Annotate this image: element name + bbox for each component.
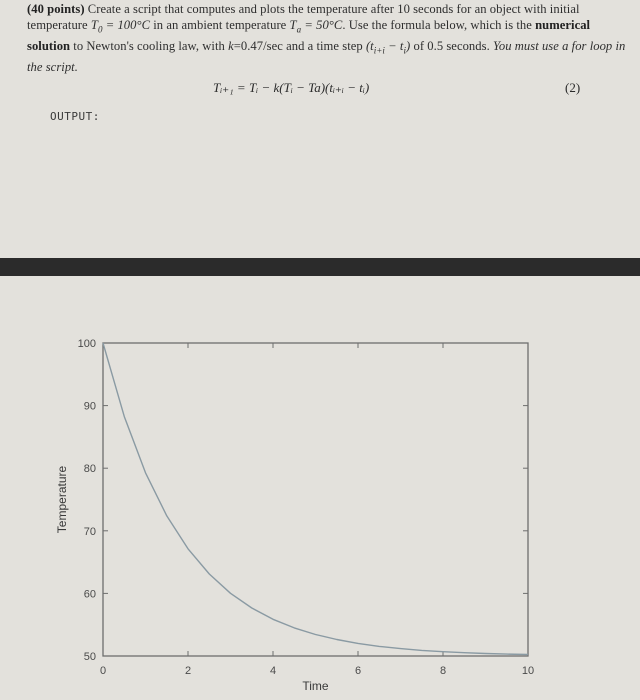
bold-phrase: numerical solution xyxy=(27,18,591,53)
equation-number: (2) xyxy=(565,80,581,95)
plot-frame xyxy=(103,343,528,656)
x-tick-label: 0 xyxy=(99,665,107,677)
time-step-expression: $(t_{i+i} - t_i)$ xyxy=(365,38,411,56)
for-loop-requirement: You must use a for loop in the script. xyxy=(27,38,626,74)
output-label: OUTPUT: xyxy=(50,110,100,123)
temperature-curve xyxy=(103,343,528,655)
points-label: (40 points) xyxy=(27,2,85,16)
t0-symbol: $T_0$ xyxy=(90,18,103,35)
y-tick-label: 80 xyxy=(83,463,96,476)
x-tick-label: 6 xyxy=(354,665,362,677)
ta-symbol: $T_a$ xyxy=(289,18,302,35)
dark-divider-band xyxy=(0,258,640,276)
chart-svg xyxy=(0,276,640,700)
temperature-chart xyxy=(0,276,640,700)
y-tick-label: 60 xyxy=(83,588,96,601)
y-tick-label: 100 xyxy=(77,338,96,350)
y-tick-label: 70 xyxy=(83,525,96,538)
y-tick-label: 50 xyxy=(83,651,96,663)
x-tick-label: 2 xyxy=(184,665,192,677)
x-tick-label: 8 xyxy=(439,665,447,677)
problem-statement: (40 points) Create a script that computes and plots the temperature after 10 seconds for an object with initial temperature $T_0 = 100^\circ C$ in an ambient temperature $T_a = 50^\circ C$. Use the formula below, which is the numerical solution to Newton's cooling law, with k=0.47/sec and a time step $(t_{i+i} - t_i)$ of 0.5 seconds. You must use a for loop in the script. xyxy=(27,2,626,74)
x-tick-label: 10 xyxy=(521,665,535,677)
y-tick-label: 90 xyxy=(83,400,96,413)
y-axis-title: Temperature xyxy=(55,465,69,534)
x-tick-label: 4 xyxy=(269,665,277,677)
cooling-equation: Tᵢ₊₁ = Tᵢ − k(Tᵢ − Ta)(tᵢ₊ᵢ − tᵢ) xyxy=(213,80,370,95)
x-axis-title: Time xyxy=(302,679,329,693)
